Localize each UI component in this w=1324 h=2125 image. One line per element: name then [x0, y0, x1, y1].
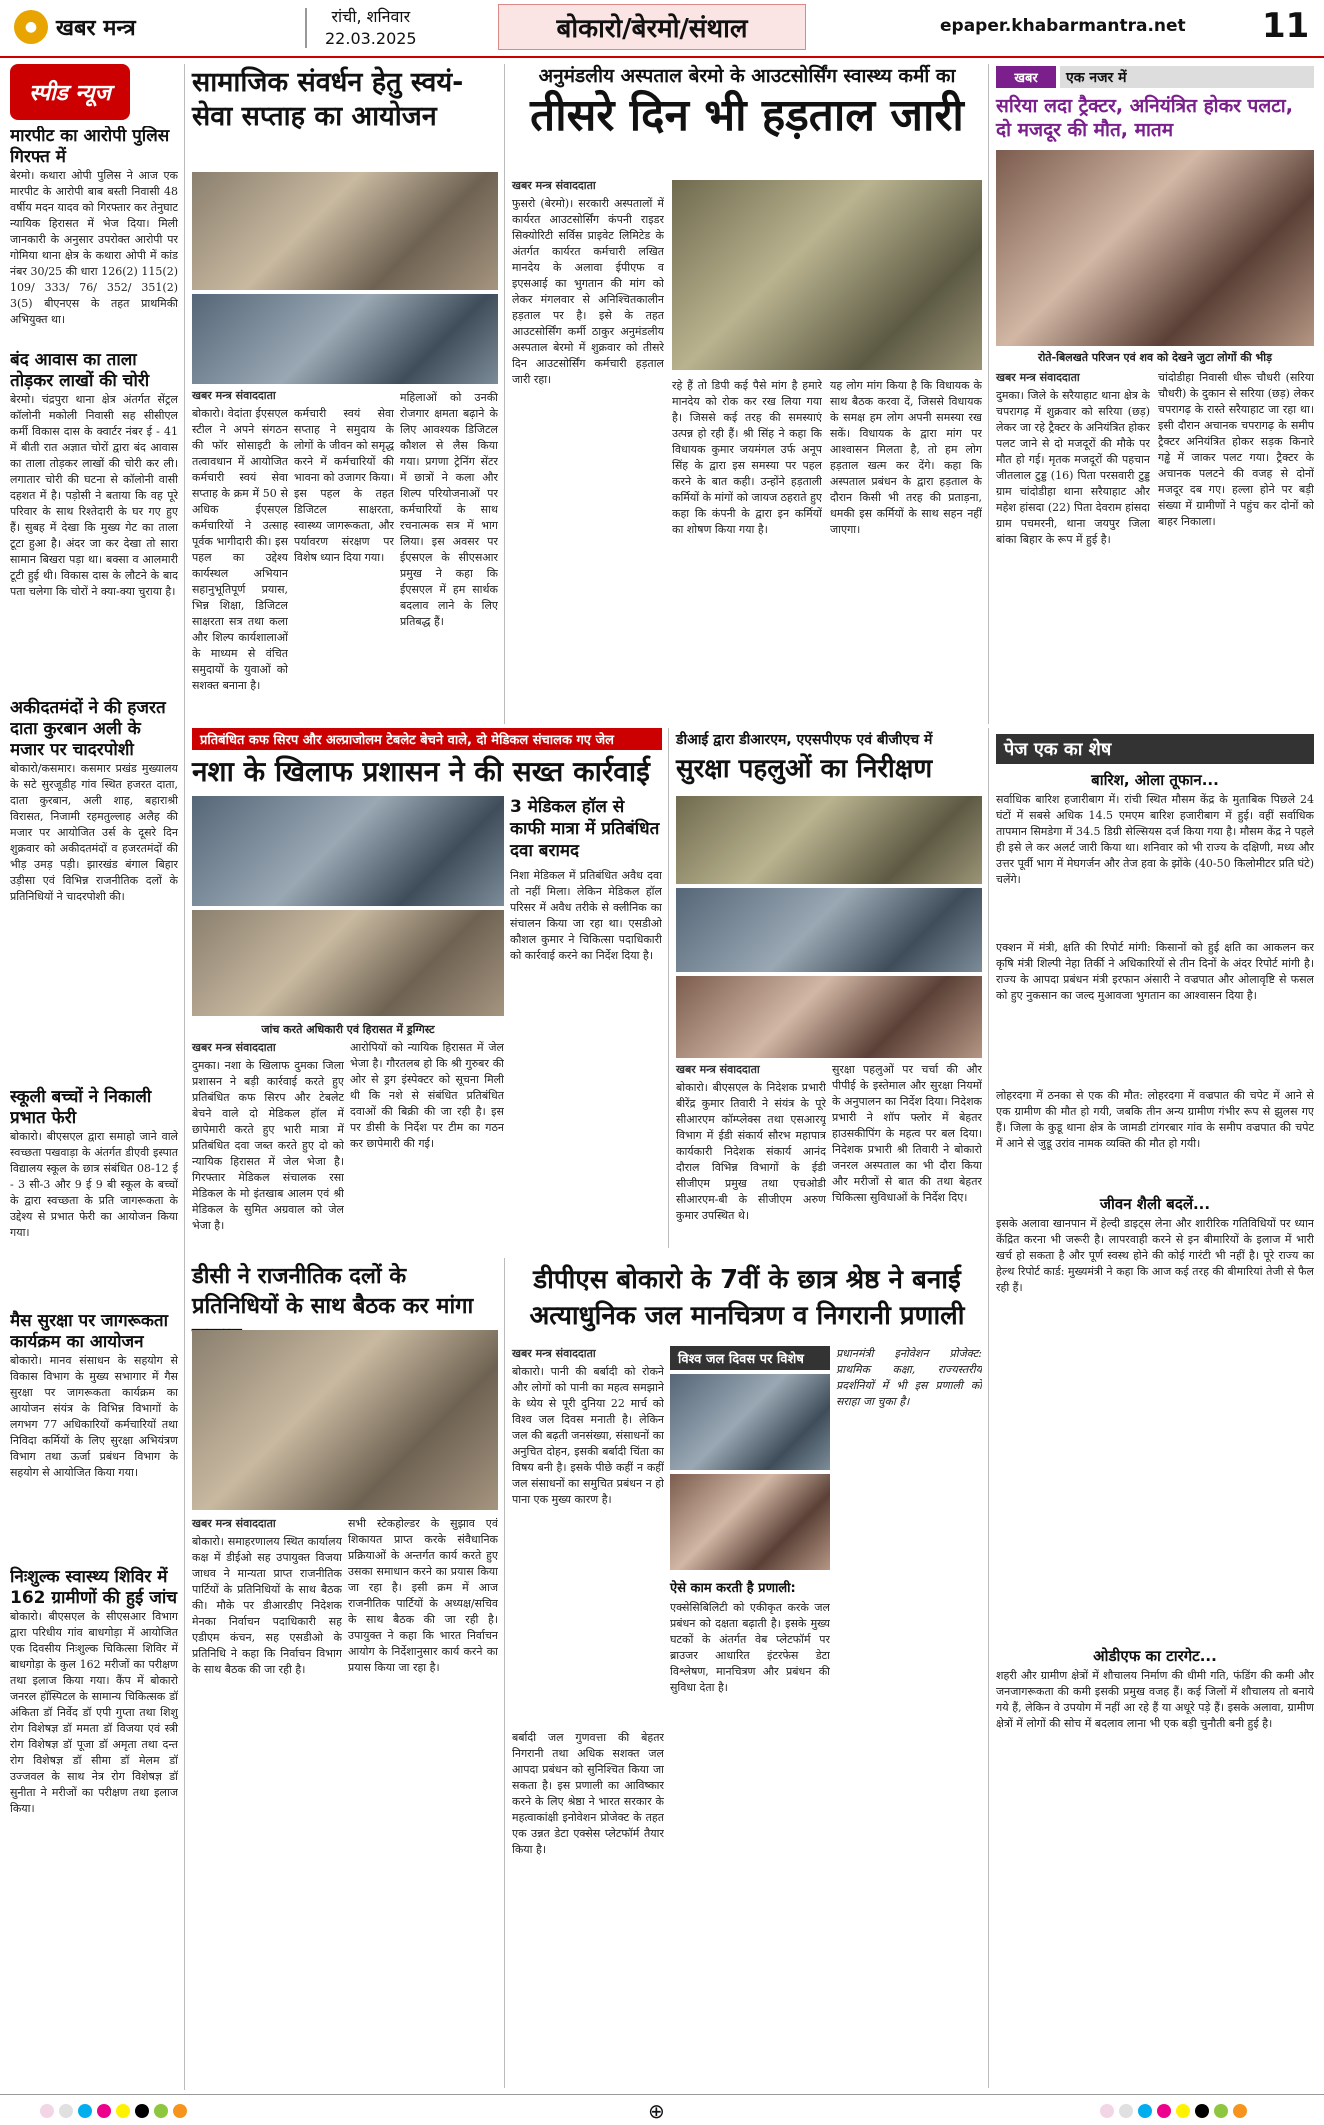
story-photo: [996, 150, 1314, 346]
continued-body: लोहरदगा में ठनका से एक की मौत: लोहरदगा में वज्रपात की चपेट में आने से एक ग्रामीण की मौत हो गयी, जबकि तीन अन्य ग्रामीण गंभीर रूप से झुलस गए हैं। जिला के कुडू थाना क्षेत्र के जामडी टांगरबार गांव के समीप वज्रपात की चपेट में आने से जुडू उरांव नामक व्यक्ति की मौत हो गयी।: [996, 1089, 1314, 1150]
brief-headline: मैस सुरक्षा पर जागरूकता कार्यक्रम का आयोजन: [10, 1311, 169, 1352]
story-headline: सामाजिक संवर्धन हेतु स्वयं-सेवा सप्ताह का आयोजन: [192, 67, 464, 132]
story-photo: [676, 888, 982, 972]
color-swatch: [1119, 2104, 1133, 2118]
story-body: बर्बादी जल गुणवत्ता की बेहतर निगरानी तथा अधिक सशक्त जल आपदा प्रबंधन को सुनिश्चित किया जा सकता है। इस प्रणाली का आविष्कार करने के लिए श्रेष्ठा ने भारत सरकार के महत्वाकांक्षी इनोवेशन प्रोजेक्ट के तहत एक उन्नत डेटा एक्सेस प्लेटफॉर्म तैयार किया है।: [512, 1731, 664, 1856]
story-headline: नशा के खिलाफ प्रशासन ने की सख्त कार्रवाई: [192, 755, 650, 788]
brief-headline: अकीदतमंदों ने की हजरत दाता कुरबान अली के मजार पर चादरपोशी: [10, 698, 166, 760]
column-rule: [988, 728, 989, 2088]
column-rule: [504, 1258, 505, 2088]
column-rule: [184, 64, 185, 2090]
story-byline: खबर मन्त्र संवाददाता: [192, 1517, 276, 1530]
story-byline: खबर मन्त्र संवाददाता: [996, 371, 1080, 384]
color-swatch: [135, 2104, 149, 2118]
color-swatch: [1176, 2104, 1190, 2118]
story-byline: खबर मन्त्र संवाददाता: [676, 1063, 760, 1076]
story-photo: [676, 796, 982, 884]
story-headline: डीपीएस बोकारो के 7वीं के छात्र श्रेष्ठ ने बनाई अत्याधुनिक जल मानचित्रण व निगरानी प्रणाली: [529, 1265, 965, 1331]
story-photo: [670, 1474, 830, 1570]
story-headline: तीसरे दिन भी हड़ताल जारी: [530, 90, 964, 141]
brand-name: खबर मन्त्र: [56, 16, 136, 41]
color-swatch: [78, 2104, 92, 2118]
story-body: फुसरो (बेरमो)। सरकारी अस्पतालों में कार्यरत आउटसोर्सिंग कंपनी राइडर सिक्योरिटी सर्विस प्राइवेट लिमिटेड के अंतर्गत कार्यरत कर्मचारी लखित मानदेय के अलावा ईपीएफ व इएसआई का भुगतान की मांग को लेकर मंगलवार से अनिश्चितकालीन हड़ताल पर है। इसे के तहत आउटसोर्सिंग कर्मी ठाकुर अनुमंडलीय अस्पताल बेरमो में शुक्रवार को तीसरे दिन आउटसोर्सिंग कर्मचारी हड़ताल जारी रहा।: [512, 197, 664, 386]
brief-body: बोकारो। बीएसएल द्वारा समाहो जाने वाले स्वच्छता पखवाड़ा के अंतर्गत डीएवी इस्पात विद्यालय स्कूल के छात्र संबंधित 08-12 ई - 3 सी-3 और 9 ई 9 बी स्कूल के बच्चों के द्वारा स्वच्छता के प्रति जागरूकता के उद्देश्य से प्रभात फेरी का आयोजन किया गया।: [10, 1130, 178, 1239]
continued-body: एक्शन में मंत्री, क्षति की रिपोर्ट मांगी: किसानों को हुई क्षति का आकलन कर कृषि मंत्री शिल्पी नेहा तिर्की ने अधिकारियों से तीन दिनों के अंदर रिपोर्ट मांगी है। राज्य के आपदा प्रबंधन मंत्री इरफान अंसारी ने वज्रपात और ओलावृष्टि से फसल को हुए नुकसान का जल्द मुआवजा भुगतान का आश्वासन दिया है।: [996, 941, 1314, 1002]
color-swatch: [1195, 2104, 1209, 2118]
story-body: दुमका। नशा के खिलाफ दुमका जिला प्रशासन ने बड़ी कार्रवाई करते हुए प्रतिबंधित कफ सिरप और टेबलेट बेचने वाले दो मेडिकल हॉल में छापेमारी करते हुए भारी मात्रा में प्रतिबंधित दवा जब्त करते हुए दो को न्यायिक हिरासत में जेल भेजा है। गिरफ्तार मेडिकल संचालक रसा मेडिकल के मो इंतखाब आलम एवं श्री मेडिकल के सुमित अग्रवाल को जेल भेजा है।: [192, 1059, 344, 1232]
page-number: 11: [1262, 6, 1310, 46]
story-kicker: डीआई द्वारा डीआरएम, एएसपीएफ एवं बीजीएच में: [676, 732, 933, 748]
column-rule: [988, 64, 989, 724]
dateline: [325, 6, 417, 50]
story-body: सुरक्षा पहलुओं पर चर्चा की और पीपीई के इस्तेमाल और सुरक्षा नियमों के अनुपालन का निर्देश दिया। निदेशक प्रभारी ने शॉप फ्लोर में बेहतर हाउसकीपिंग के महत्व पर बल दिया। निदेशक प्रभारी श्री तिवारी ने बोकारो जनरल अस्पताल का भी दौरा किया और मरीजों से बात की तथा बेहतर चिकित्सा सुविधाओं के निर्देश दिए।: [832, 1063, 982, 1204]
photo-caption: जांच करते अधिकारी एवं हिरासत में ड्रग्गिस्ट: [261, 1023, 435, 1036]
story-body: यह लोग मांग किया है कि विधायक के साथ बैठक करवा दें, जिससे विधायक के समक्ष हम लोग अपनी समस्या रख सकें। विधायक के द्वारा मांग पर आश्वासन मिलता है, तो हम लोग हड़ताल खत्म कर देंगे। कहा कि अस्पताल प्रबंधन के द्वारा हड़ताल के दौरान किसी भी तरह की प्रताड़ना, धमकी इस कर्मियों के साथ सहन नहीं जाएगा।: [830, 379, 982, 536]
color-swatch: [154, 2104, 168, 2118]
story-body: बोकारो। वेदांता ईएसएल स्टील ने अपने संगठन की फॉर सोसाइटी के तत्वावधान में आयोजित कर्मचारी स्वयं सेवा सप्ताह के क्रम में 50 से अधिक ईएसएल कर्मचारियों ने उत्साह पूर्वक भागीदारी की। इस पहल का उद्देश्य कार्यस्थल अभियान सहानुभूतिपूर्ण प्रयास, भिन्न शिक्षा, डिजिटल साक्षरता सत्र तथा कला और शिल्प कार्यशालाओं के माध्यम से वंचित समुदायों के युवाओं को सशक्त बनाना है।: [192, 407, 288, 692]
color-swatch: [97, 2104, 111, 2118]
issue-date: 22.03.2025: [325, 29, 417, 48]
story-kicker: अनुमंडलीय अस्पताल बेरमो के आउटसोर्सिंग स्वास्थ्य कर्मी का: [538, 65, 956, 87]
story-photo: [192, 910, 504, 1016]
speed-news-badge: स्पीड न्यूज: [10, 64, 130, 120]
story-photo: [192, 172, 498, 290]
color-swatches: [1100, 2103, 1252, 2122]
brief-headline: बंद आवास का ताला तोड़कर लाखों की चोरी: [10, 350, 150, 391]
story-body: आरोपियों को न्यायिक हिरासत में जेल भेजा है। गौरतलब हो कि श्री गुरुबर की ओर से ड्रग इंस्पेक्टर को सूचना मिली थी कि नशे से संबंधित प्रतिबंधित दवाओं की बिक्री की जा रही है। इस पर डीसी के निर्देश पर टीम का गठन कर छापेमारी की गई।: [350, 1041, 504, 1150]
brief-body: बोकारो। बीएसएल के सीएसआर विभाग द्वारा परिधीय गांव बाधगोड़ा में आयोजित एक दिवसीय निःशुल्क चिकित्सा शिविर में बाधगोड़ा के कुल 162 मरीजों का परीक्षण तथा इलाज किया गया। कैंप में बोकारो जनरल हॉस्पिटल के सामान्य चिकित्सक डॉ अंकिता डॉ निर्वेद डॉ एपी गुप्ता तथा शिशु रोग विशेषज्ञ डॉ ममता डॉ विजया एवं स्त्री रोग विशेषज्ञ डॉ पूजा डॉ अमृता तथा दन्त रोग विशेषज्ञ डॉ सीमा डॉ मेलम डॉ उज्जवल के साथ नेत्र रोग विशेषज्ञ डॉ सुनीता ने मरीजों का परीक्षण तथा इलाज किया।: [10, 1610, 178, 1815]
news-banner: प्रतिबंधित कफ सिरप और अल्प्राजोलम टेबलेट बेचने वाले, दो मेडिकल संचालक गए जेल: [192, 728, 662, 750]
color-swatch: [1233, 2104, 1247, 2118]
color-swatches: [40, 2103, 192, 2122]
story-body: दुमका। जिले के सरैयाहाट थाना क्षेत्र के चपरागढ़ में शुक्रवार को सरिया (छड़) लेकर जा रहे ट्रैक्टर के अनियंत्रित होकर पलट जाने से दो मजदूरों की मौके पर मौत हो गई। मृतक मजदूरों की पहचान जीतलाल टुड्ड (16) पिता परसवारी टुड्ड ग्राम चांदोडीहा थाना सरैयाहाट और महेश हांसदा (22) पिता देवराम हांसदा ग्राम पचमरनी, थाना जयपुर जिला बांका बिहार के रूप में हुई है।: [996, 389, 1150, 546]
story-byline: खबर मन्त्र संवाददाता: [192, 389, 276, 402]
story-photo: [676, 976, 982, 1058]
story-photo: [192, 294, 498, 384]
story-body: एक्सेसिबिलिटी को एकीकृत करके जल प्रबंधन को दक्षता बढ़ाती है। इसके मुख्य घटकों के अंतर्गत वेब प्लेटफॉर्म पर ब्राउजर आधारित इंटरफेस डेटा विश्लेषण, मानचित्रण और प्रबंधन की सुविधा देता है।: [670, 1601, 830, 1694]
story-body: बोकारो। बीएसएल के निदेशक प्रभारी बीरेंद्र कुमार तिवारी ने संयंत्र के पूरे सीआरएम कॉम्प्लेक्स तथा एसआरयू विभाग में ईडी संकार्य सौरभ महापात्र कार्यकारी निदेशक संकार्य आनंद दौराल विभिन्न विभागों के ईडी सीजीएम प्रमुख तथा एचओडी सीआरएम-बी के सीजीएम अरुण कुमार उपस्थित थे।: [676, 1081, 826, 1222]
color-swatch: [1100, 2104, 1114, 2118]
brief-headline: स्कूली बच्चों ने निकाली प्रभात फेरी: [10, 1087, 152, 1128]
divider: [305, 8, 307, 48]
brief-headline: निःशुल्क स्वास्थ्य शिविर में 162 ग्रामीणों की हुई जांच: [10, 1567, 178, 1608]
story-body: बोकारो। पानी की बर्बादी को रोकने और लोगों को पानी का महत्व समझाने के ध्येय से पूरी दुनिया 22 मार्च को विश्व जल दिवस मनाती है। लेकिन जल की बढ़ती जनसंख्या, संसाधनों का अनुचित दोहन, इसकी बर्बादी चिंता का विषय बनी है। इसके पीछे कहीं न कहीं जल संसाधनों का समुचित प्रबंधन न हो पाना एक मुख्य कारण है।: [512, 1365, 664, 1506]
news-tag: खबर: [996, 66, 1056, 88]
story-body: रहे हैं तो डिपी कई पैसे मांग है हमारे मानदेय को रोक कर रख लिया गया है। जिससे कई तरह की समस्याएं उत्पन्न हो रही हैं। श्री सिंह ने कहा कि विधायक कुमार जयमंगल उर्फ अनूप सिंह के द्वारा इस समस्या पर पहल करने के बात कही। उन्होंने हड़ताली कर्मियों के मांगों को जायज ठहराते हुए कहा कि कंपनी के द्वारा इन कर्मियों का शोषण किया गया है।: [672, 379, 822, 536]
section-title: बोकारो/बेरमो/संथाल: [498, 4, 806, 50]
brief-item: [10, 126, 178, 344]
brief-item: [10, 698, 178, 1081]
print-registration-footer: [0, 2094, 1324, 2125]
city-day: रांची, शनिवार: [331, 7, 411, 26]
story-photo: [192, 1330, 498, 1510]
story-headline: सरिया लदा ट्रैक्टर, अनियंत्रित होकर पलटा, दो मजदूर की मौत, मातम: [996, 95, 1293, 141]
brief-item: [10, 1087, 178, 1305]
photo-caption: रोते-बिलखते परिजन एवं शव को देखने जुटा लोगों की भीड़: [1037, 351, 1273, 364]
color-swatch: [1157, 2104, 1171, 2118]
continued-headline: जीवन शैली बदलें...: [1099, 1195, 1211, 1213]
color-swatch: [116, 2104, 130, 2118]
story-body: महिलाओं को उनकी रोजगार क्षमता बढ़ाने के लिए आवश्यक डिजिटल कौशल से लैस किया गया। प्रगणा ट्रेनिंग सेंटर में छात्रों ने कला और शिल्प परियोजनाओं पर कर्मचारियों के साथ रचनात्मक सत्र में भाग लिया। इस अवसर पर ईएसएल के सीएसआर प्रमुख ने कहा कि ईएसएल में हम सार्थक बदलाव लाने के लिए प्रतिबद्ध हैं।: [400, 391, 498, 628]
story-photo: [672, 180, 982, 370]
story-byline: खबर मन्त्र संवाददाता: [512, 1347, 596, 1360]
continued-banner: पेज एक का शेष: [996, 734, 1314, 764]
story-body: निशा मेडिकल में प्रतिबंधित अवैध दवा तो नहीं मिला। लेकिन मेडिकल हॉल परिसर में अवैध तरीके से क्लीनिक का संचालन किया जा रहा था। एसडीओ कौशल कुमार ने चिकित्सा पदाधिकारी को कार्रवाई करने का निर्देश दिया है।: [510, 869, 662, 962]
continued-headline: बारिश, ओला तूफान...: [1091, 771, 1219, 789]
story-headline: सुरक्षा पहलुओं का निरीक्षण: [676, 754, 933, 784]
side-subhead: ऐसे काम करती है प्रणाली:: [670, 1581, 796, 1596]
column-rule: [504, 64, 505, 724]
story-photo: [192, 796, 504, 906]
continued-headline: ओडीएफ का टारगेट...: [1093, 1647, 1217, 1665]
story-photo: [670, 1374, 830, 1470]
story-subheadline: 3 मेडिकल हॉल से काफी मात्रा में प्रतिबंधित दवा बरामद: [510, 797, 660, 861]
brief-body: बोकारो/कसमार। कसमार प्रखंड मुख्यालय के सटे सुरजूडीह गांव स्थित हजरत दाता, दाता कुरबान, अली शाह, बहाराश्री विरासत, निजामी रहमतुल्लाह अलैह की मजार पर आयोजित उर्स के दूसरे दिन शुक्रवार को अकीदतमंदों व हजरतमंदों की भीड़ उमड़ पड़ी। झारखंड बंगाल बिहार उड़ीसा एवं विभिन्न राजनीतिक दलों के प्रतिनिधियों ने चादरपोशी की।: [10, 762, 178, 903]
color-swatch: [40, 2104, 54, 2118]
story-body: कर्मचारी स्वयं सेवा सप्ताह ने समुदाय के लोगों के जीवन को समृद्ध करने में कर्मचारियों की भावना को उजागर किया। इस पहल के तहत डिजिटल साक्षरता, स्वास्थ्य जागरूकता, और पर्यावरण संरक्षण पर विशेष ध्यान दिया गया।: [294, 407, 394, 564]
brief-body: बेरमो। कथारा ओपी पुलिस ने आज एक मारपीट के आरोपी बाब बस्ती निवासी 48 वर्षीय मदन यादव को गिरफ्तार कर तेनुघाट न्यायिक हिरासत में भेज दिया। मिली जानकारी के अनुसार उपरोक्त आरोपी पर गोमिया थाना क्षेत्र के कथारा ओपी में कांड नंबर 30/25 की धारा 126(2) 115(2) 109/ 333/ 76/ 352/ 351(2) 3(5) बीएनएस के तहत प्राथमिकी अभियुक्त था।: [10, 169, 178, 326]
brief-body: बोकारो। मानव संसाधन के सहयोग से विकास विभाग के मुख्य सभागार में गैस सुरक्षा पर जागरूकता कार्यक्रम का आयोजन संयंत्र के विभिन्न विभागों के लगभग 77 अधिकारियों कर्मचारियों तथा निविदा कर्मियों के लिए सुरक्षा अभियंत्रण विभाग तथा ऊर्जा प्रबंधन विभाग के सहयोग से आयोजित किया गया।: [10, 1354, 178, 1479]
brief-item: [10, 1311, 178, 1561]
story-headline: डीसी ने राजनीतिक दलों के प्रतिनिधियों के साथ बैठक कर मांगा: [192, 1264, 474, 1319]
brief-item: [10, 350, 178, 692]
side-note: प्रधानमंत्री इनोवेशन प्रोजेक्ट: प्राथमिक कक्षा, राज्यस्तरीय प्रदर्शनियों में भी इस प्रणाली को सराहा जा चुका है।: [836, 1347, 982, 1408]
brief-body: बेरमो। चंद्रपुरा थाना क्षेत्र अंतर्गत सेंट्रल कॉलोनी मकोली निवासी सह सीसीएल कर्मी विकास दास के क्वार्टर नंबर ई - 41 में बीती रात अज्ञात चोरों द्वारा बंद आवास का ताला तोड़कर लाखों की चोरी कर ली। लगातार चोरी की घटना से कॉलोनी वासी दहशत में है। पड़ोसी ने बताया कि वह पूरे परिवार के साथ रिश्तेदारी के घर गए हुए हैं। सुबह में देखा कि मुख्य गेट का ताला टूटा हुआ है। अंदर जा कर देखा तो सारा सामान बिखरा पड़ा था। बक्सा व आलमारी टूटी हुई थी। विकास दास के लौटने के बाद पता चलेगा कि चोरों ने क्या-क्या चुराया है।: [10, 393, 178, 598]
epaper-link[interactable]: epaper.khabarmantra.net: [940, 16, 1186, 36]
color-swatch: [173, 2104, 187, 2118]
continued-body: शहरी और ग्रामीण क्षेत्रों में शौचालय निर्माण की धीमी गति, फंडिंग की कमी और जनजागरूकता की कमी इसकी प्रमुख वजह हैं। कई जिलों में शौचालय तो बनाये गये हैं, लेकिन वे उपयोग में नहीं आ रहे हैं या अधूरे पड़े हैं। इसके अलावा, ग्रामीण क्षेत्रों में लोगों की सोच में बदलाव लाना भी एक बड़ी चुनौती बनी हुई है।: [996, 1669, 1314, 1730]
column-rule: [668, 728, 669, 1248]
brand-logo-icon: ●: [14, 10, 48, 44]
registration-mark-icon: ⊕: [648, 2099, 665, 2123]
news-tag-secondary: एक नजर में: [1060, 66, 1314, 88]
continued-body: इसके अलावा खानपान में हेल्दी डाइट्स लेना और शारीरिक गतिविधियों पर ध्यान केंद्रित करना भी जरूरी है। लापरवाही करने से इन बीमारियों के इलाज में भारी खर्च हो सकता है और पूर्ण स्वस्थ होने की कोई गारंटी भी नहीं है। पूरे राज्य का हेल्थ रिपोर्ट कार्ड: मुख्यमंत्री ने कहा कि आज कई तरह की बीमारियां तेजी से फैल रही हैं।: [996, 1217, 1314, 1294]
color-swatch: [59, 2104, 73, 2118]
brief-headline: मारपीट का आरोपी पुलिस गिरफ्त में: [10, 126, 170, 167]
continued-body: सर्वाधिक बारिश हजारीबाग में। रांची स्थित मौसम केंद्र के मुताबिक पिछले 24 घंटों में सबसे अधिक 14.5 एमएम बारिश हजारीबाग में हुई। वहीं सर्वाधिक तापमान सिमडेगा में 34.5 डिग्री सेल्सियस दर्ज किया गया है। मौसम केंद्र ने पहले ही इसे ले कर अलर्ट जारी किया था। शनिवार को भी राज्य के दक्षिणी, मध्य और उत्तर पूर्वी भाग में मेघगर्जन और तेज हवा के झोंके (40-50 किलोमीटर प्रति घंटे) चलेंगे।: [996, 793, 1314, 886]
story-byline: खबर मन्त्र संवाददाता: [512, 179, 596, 192]
story-byline: खबर मन्त्र संवाददाता: [192, 1041, 276, 1054]
left-news-column: [10, 126, 178, 2086]
special-box-title: विश्व जल दिवस पर विशेष: [670, 1346, 830, 1370]
story-body: चांदोडीहा निवासी धीरू चौधरी (सरिया चौधरी) के दुकान से सरिया (छड़) लेकर चपरागढ़ के रास्ते सरैयाहाट जा रहा था। इसी दौरान अचानक चपरागढ़ के समीप ट्रैक्टर अनियंत्रित होकर सड़क किनारे गड्ढे में जाकर पलट गया। ट्रैक्टर के अचानक पलटने की वजह से दोनों मजदूर दब गए। हल्ला होने पर बड़ी संख्या में ग्रामीणों ने पहुंच कर दोनों को बाहर निकाला।: [1158, 371, 1314, 528]
story-body: सभी स्टेकहोल्डर के सुझाव एवं शिकायत प्राप्त करके संवैधानिक प्रक्रियाओं के अन्तर्गत कार्य करते हुए उसका समाधान करने का प्रयास किया जा रहा है। इसी क्रम में आज राजनीतिक पार्टियों के अध्यक्ष/सचिव के साथ बैठक की जा रही है। उपायुक्त ने कहा कि भारत निर्वाचन आयोग के निर्देशानुसार कार्य करने का प्रयास किया जा रहा है।: [348, 1517, 498, 1674]
color-swatch: [1214, 2104, 1228, 2118]
brief-item: [10, 1567, 178, 2009]
masthead: [0, 0, 1324, 58]
story-body: बोकारो। समाहरणालय स्थित कार्यालय कक्ष में डीईओ सह उपायुक्त विजया जाधव ने मान्यता प्राप्त राजनीतिक पार्टियों के प्रतिनिधियों के साथ बैठक की। मौके पर डीआरडीए निदेशक मेनका निर्वाचन पदाधिकारी सह एडीएम कंचन, सह एसडीओ के प्रतिनिधि ने कहा कि निर्वाचन विभाग के साथ बैठक की जा रही है।: [192, 1535, 342, 1676]
color-swatch: [1138, 2104, 1152, 2118]
